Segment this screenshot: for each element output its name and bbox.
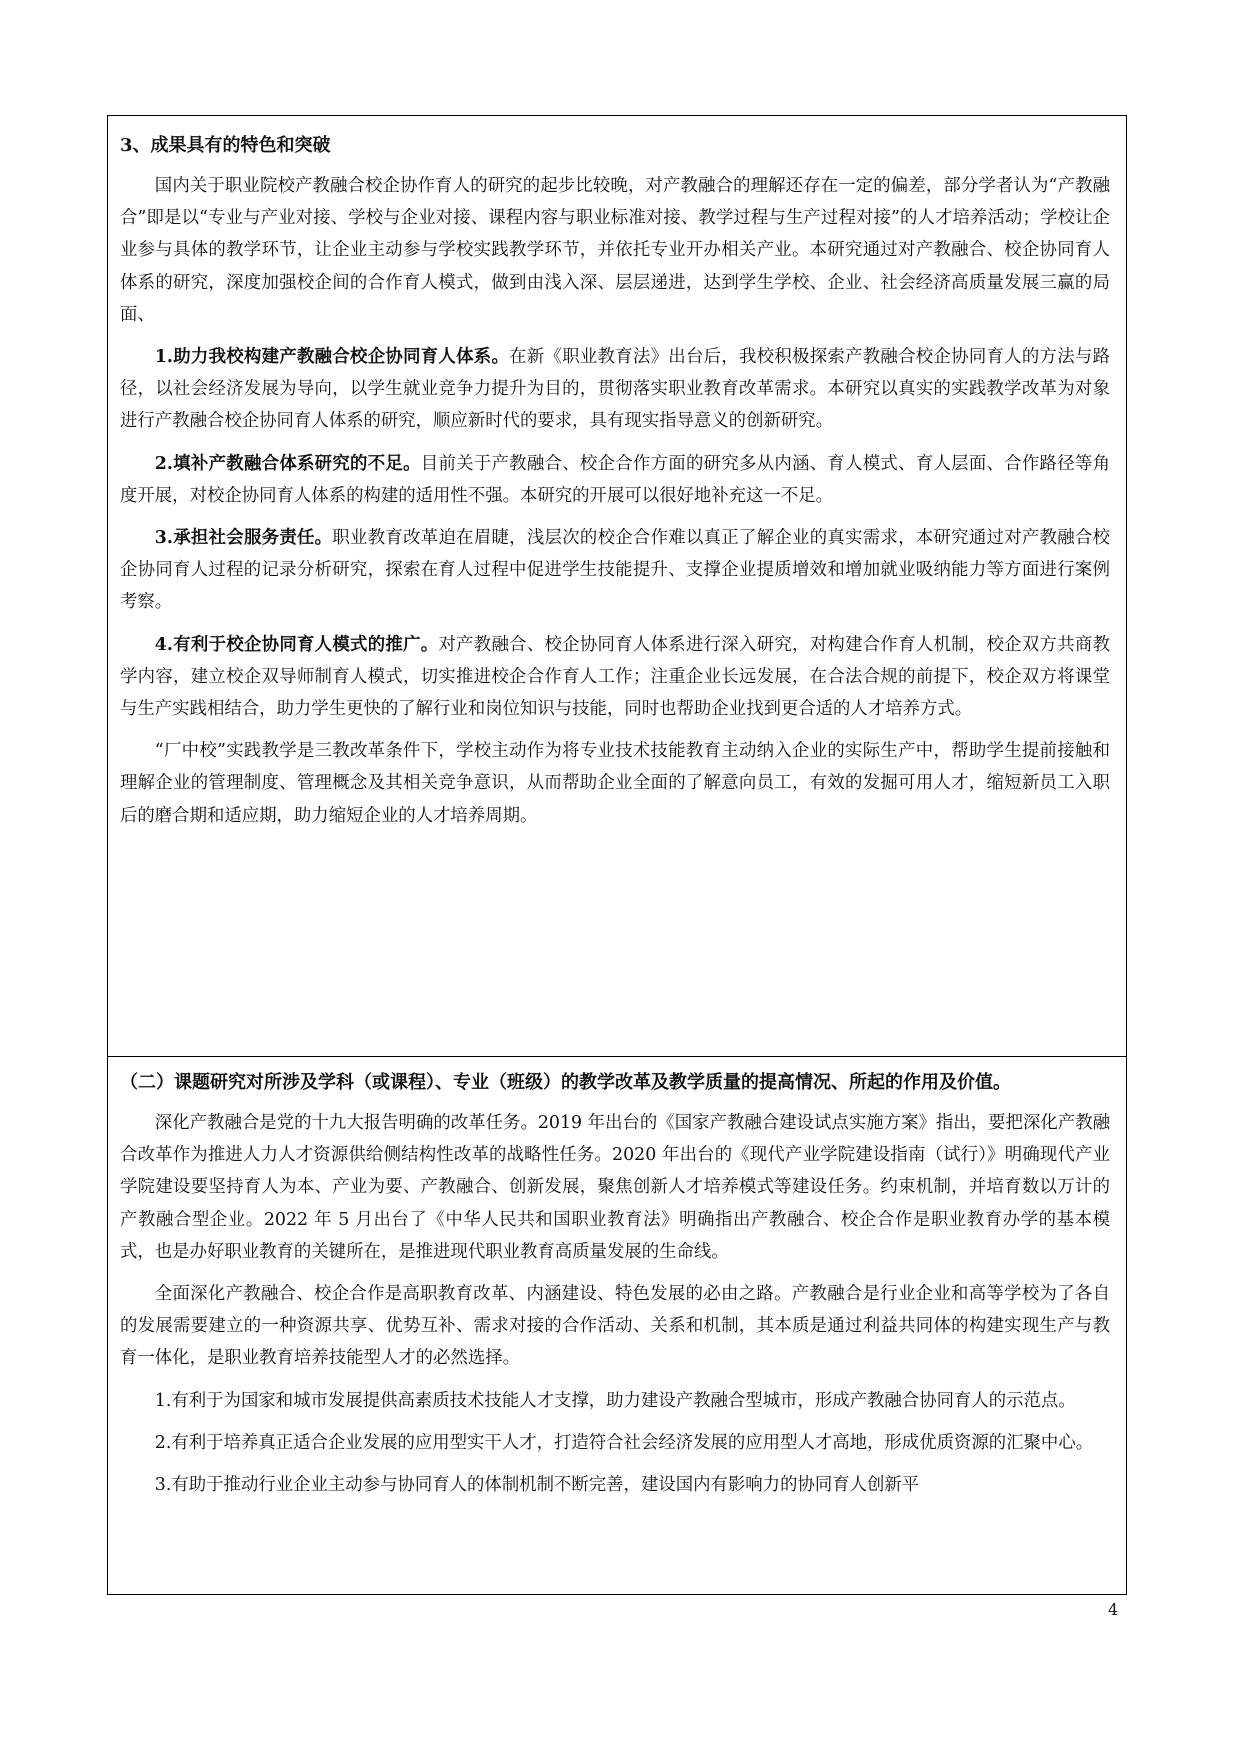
point-text: 职业教育改革迫在眉睫，浅层次的校企合作难以真正了解企业的真实需求，本研究通过对产教融合校企协同育人过程的记录分析研究，探索在育人过程中促进学生技能提升、支撑企业提质增效和增加就业吸纳能力等方面进行案例考察。	[120, 528, 1111, 613]
point-title: 3.承担社会服务责任。	[154, 528, 333, 549]
point-paragraph	[120, 522, 1110, 619]
point-paragraph	[120, 341, 1110, 438]
intro-paragraph: 国内关于职业院校产教融合校企协作育人的研究的起步比较晚，对产教融合的理解还存在一定的偏差，部分学者认为“产教融合”即是以“专业与产业对接、学校与企业对接、课程内容与职业标准对接、教学过程与生产过程对接”的人才培养活动；学校让企业参与具体的教学环节，让企业主动参与学校实践教学环节，并依托专业开办相关产业。本研究通过对产教融合、校企协同育人体系的研究，深度加强校企间的合作育人模式，做到由浅入深、层层递进，达到学生学校、企业、社会经济高质量发展三赢的局面、	[120, 176, 1110, 325]
section-heading: 3、成果具有的特色和突破	[120, 135, 331, 156]
document-table	[107, 115, 1127, 1595]
body-paragraph: 全面深化产教融合、校企合作是高职教育改革、内涵建设、特色发展的必由之路。产教融合是行业企业和高等学校为了各自的发展需要建立的一种资源共享、优势互补、需求对接的合作活动、关系和机制，其本质是通过利益共同体的构建实现生产与教育一体化，是职业教育培养技能型人才的必然选择。	[120, 1284, 1110, 1369]
section-heading: （二）课题研究对所涉及学科（或课程）、专业（班级）的教学改革及教学质量的提高情况、所起的作用及价值。	[120, 1072, 1011, 1093]
point-paragraph	[120, 448, 1110, 512]
point-text: 对产教融合、校企协同育人体系进行深入研究，对构建合作育人机制，校企双方共商教学内容，建立校企双导师制育人模式，切实推进校企合作育人工作；注重企业长远发展，在合法合规的前提下，校企双方将课堂与生产实践相结合，助力学生更快的了解行业和岗位知识与技能，同时也帮助企业找到更合适的人才培养方式。	[120, 634, 1110, 720]
body-paragraph: 2.有利于培养真正适合企业发展的应用型实干人才，打造符合社会经济发展的应用型人才高地，形成优质资源的汇聚中心。	[154, 1432, 1094, 1453]
point-title: 1.助力我校构建产教融合校企协同育人体系。	[154, 347, 510, 368]
section-teaching-reform-value	[108, 1056, 1126, 1594]
page-number: 4	[1108, 1600, 1119, 1619]
point-paragraph	[120, 629, 1110, 726]
body-paragraph: 深化产教融合是党的十九大报告明确的改革任务。2019 年出台的《国家产教融合建设试点实施方案》指出，要把深化产教融合改革作为推进人力人才资源供给侧结构性改革的战略性任务。2020 年出台的《现代产业学院建设指南（试行）》明确现代产业学院建设要坚持育人为本、产业为要、产教融合、创新发展，聚焦创新人才培养模式等建设任务。约束机制，并培育数以万计的产教融合型企业。2022 年 5 月出台了《中华人民共和国职业教育法》明确指出产教融合、校企合作是职业教育办学的基本模式，也是办好职业教育的关键所在，是推进现代职业教育高质量发展的生命线。	[120, 1113, 1110, 1262]
body-paragraph: 1.有利于为国家和城市发展提供高素质技术技能人才支撑，助力建设产教融合型城市，形成产教融合协同育人的示范点。	[154, 1390, 1076, 1411]
body-paragraph: 3.有助于推动行业企业主动参与协同育人的体制机制不断完善，建设国内有影响力的协同育人创新平	[154, 1475, 920, 1496]
point-text: 在新《职业教育法》出台后，我校积极探索产教融合校企协同育人的方法与路径，以社会经济发展为导向，以学生就业竞争力提升为目的，贯彻落实职业教育改革需求。本研究以真实的实践教学改革为对象进行产教融合校企协同育人体系的研究，顺应新时代的要求，具有现实指导意义的创新研究。	[120, 347, 1110, 432]
section-features-breakthroughs	[108, 116, 1126, 1056]
point-title: 2.填补产教融合体系研究的不足。	[154, 453, 421, 474]
point-text: 目前关于产教融合、校企合作方面的研究多从内涵、育人模式、育人层面、合作路径等角度开展，对校企协同育人体系的构建的适用性不强。本研究的开展可以很好地补充这一不足。	[120, 453, 1110, 506]
point-title: 4.有利于校企协同育人模式的推广。	[154, 634, 439, 655]
closing-paragraph: “厂中校”实践教学是三教改革条件下，学校主动作为将专业技术技能教育主动纳入企业的实际生产中，帮助学生提前接触和理解企业的管理制度、管理概念及其相关竞争意识，从而帮助企业全面的了解意向员工，有效的发掘可用人才，缩短新员工入职后的磨合期和适应期，助力缩短企业的人才培养周期。	[120, 741, 1110, 826]
